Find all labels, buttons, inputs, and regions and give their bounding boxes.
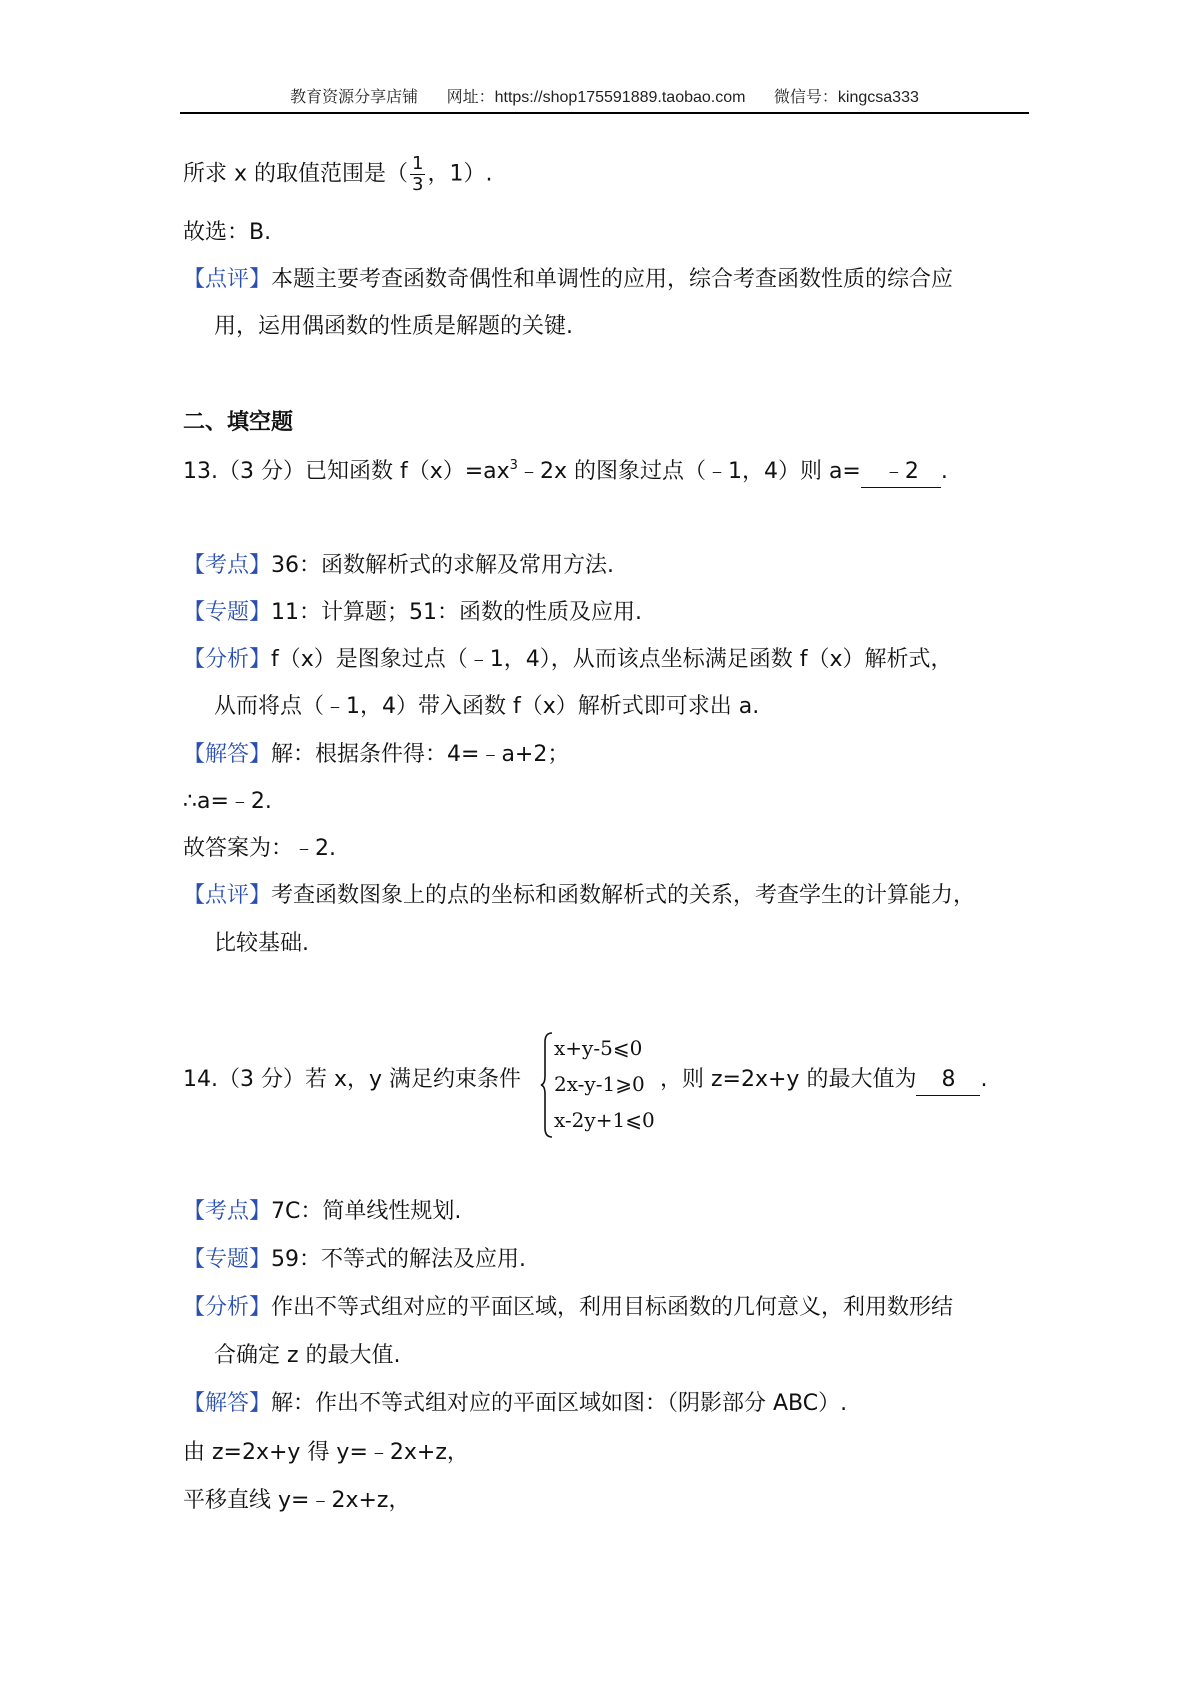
constraint-2: 2x-y-1⩾0 <box>554 1072 645 1096</box>
constraint-3: x-2y+1⩽0 <box>554 1108 655 1132</box>
constraint-lines <box>554 1030 655 1138</box>
q14-stem-a: 14.（3 分）若 x，y 满足约束条件 <box>183 1067 522 1092</box>
q14-point: 【考点】7C：简单线性规划. <box>183 1199 462 1224</box>
shop-url: 网址：https://shop175591889.taobao.com <box>446 89 746 106</box>
choice-line: 故选：B. <box>183 220 272 245</box>
wechat-id: 微信号：kingcsa333 <box>773 89 919 106</box>
q13-stem: 13.（3 分）已知函数 $f(x)=ax^3﹣2x$ 的图象过点（﹣1，4）则 a= ﹣2 . <box>183 457 948 488</box>
q14-topic: 【专题】59：不等式的解法及应用. <box>183 1247 527 1272</box>
q14-analysis-cont: 合确定 z 的最大值. <box>214 1343 401 1368</box>
q13-solution: 【解答】解：根据条件得：4=﹣a+2； <box>183 742 570 767</box>
fraction: $\frac{1}{3}$ <box>412 153 424 195</box>
q14-solution: 【解答】解：作出不等式组对应的平面区域如图：（阴影部分 ABC）. <box>183 1391 848 1416</box>
q12-comment-cont: 用，运用偶函数的性质是解题的关键. <box>214 314 573 339</box>
q13-answer-blank: ﹣2 <box>861 457 941 488</box>
q14-answer-blank: 8 <box>916 1065 980 1096</box>
q13-analysis: 【分析】f（x）是图象过点（﹣1，4），从而该点坐标满足函数 f（x）解析式， <box>183 647 953 672</box>
q14-analysis: 【分析】作出不等式组对应的平面区域，利用目标函数的几何意义，利用数形结 <box>183 1295 954 1320</box>
shop-name: 教育资源分享店铺 <box>290 89 419 106</box>
left-brace <box>540 1030 554 1140</box>
q13-answer-line: 故答案为：﹣2. <box>183 836 336 861</box>
constraint-1: x+y-5⩽0 <box>554 1036 643 1060</box>
q12-comment: 【点评】本题主要考查函数奇偶性和单调性的应用，综合考查函数性质的综合应 <box>183 267 954 292</box>
range-result: 所求 x 的取值范围是（ $\frac{1}{3}$ ，1）. <box>183 153 493 195</box>
q13-point: 【考点】36：函数解析式的求解及常用方法. <box>183 553 615 578</box>
q13-analysis-cont: 从而将点（﹣1，4）带入函数 f（x）解析式即可求出 a. <box>214 694 760 719</box>
section-title: 二、填空题 <box>183 410 294 435</box>
page-header <box>180 84 1029 114</box>
q13-therefore: ∴a=﹣2. <box>183 789 272 814</box>
q14-stem-b: ，则 z=2x+y 的最大值为 8 . <box>660 1065 987 1096</box>
q14-line-2: 平移直线 y=﹣2x+z， <box>183 1488 411 1513</box>
q14-line-1: 由 z=2x+y 得 y=﹣2x+z， <box>183 1440 469 1465</box>
q13-topic: 【专题】11：计算题；51：函数的性质及应用. <box>183 600 642 625</box>
q13-comment-cont: 比较基础. <box>214 931 309 956</box>
q13-comment: 【点评】考查函数图象上的点的坐标和函数解析式的关系，考查学生的计算能力， <box>183 883 976 908</box>
